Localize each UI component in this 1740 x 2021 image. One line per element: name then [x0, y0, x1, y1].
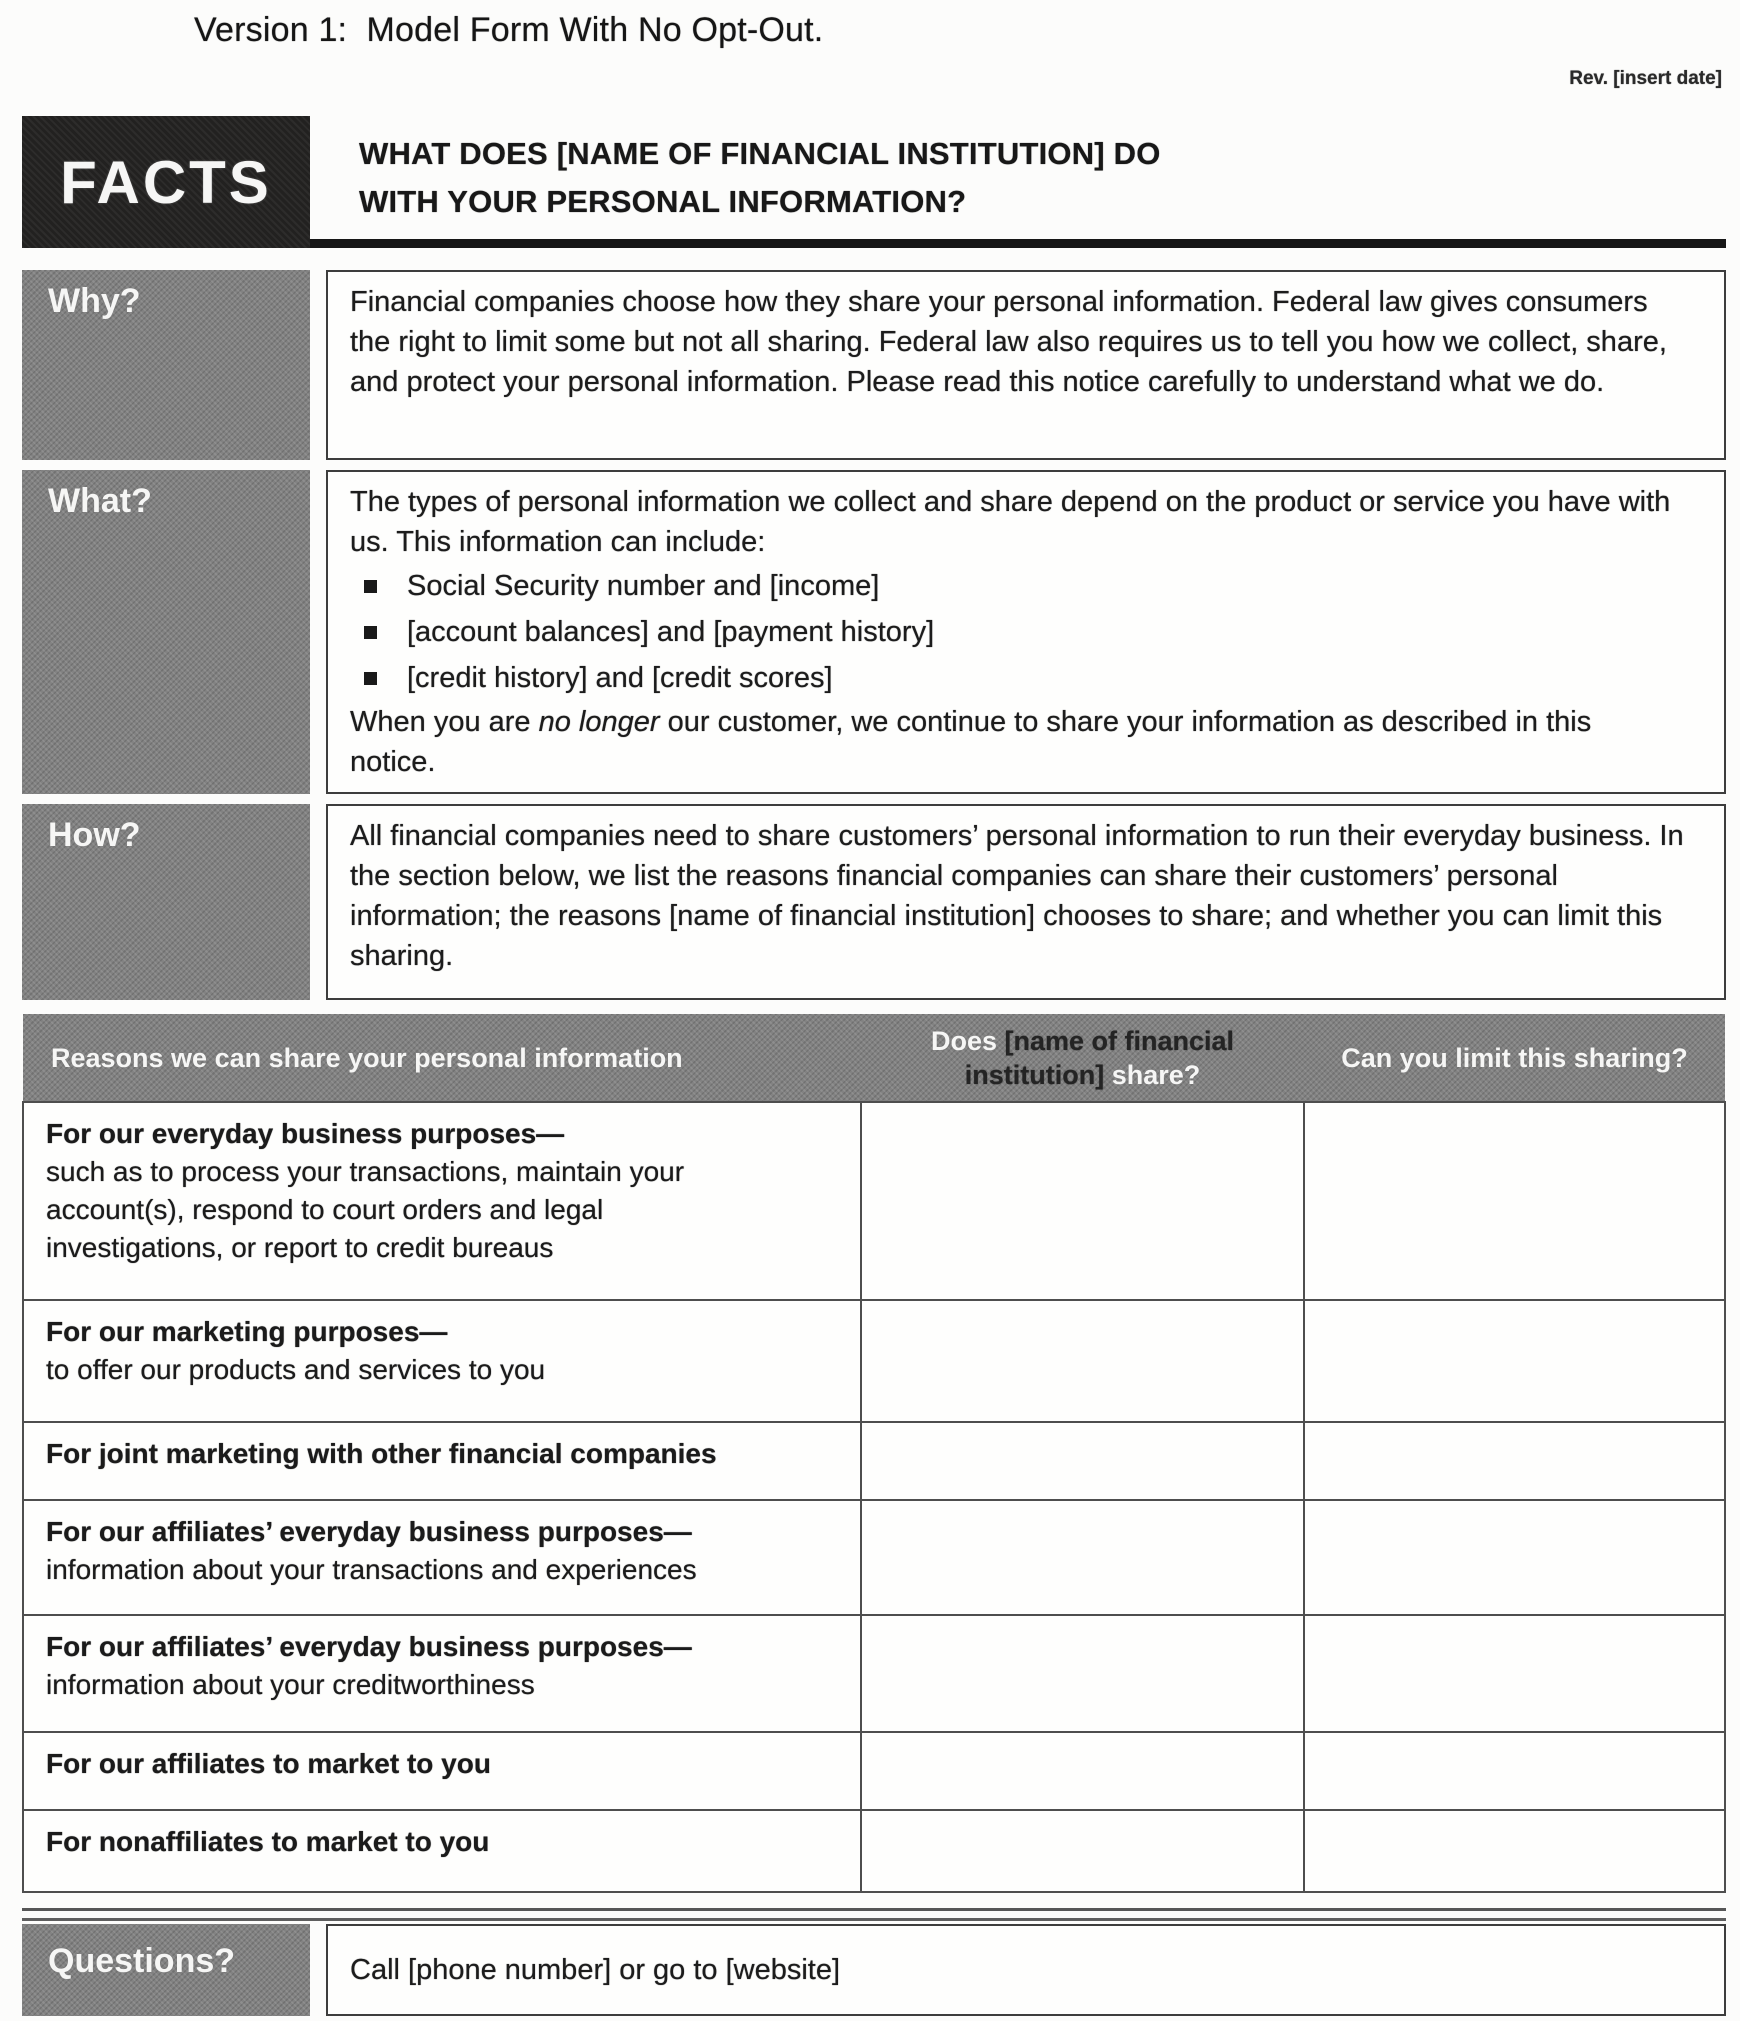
does-suffix: share? [1104, 1059, 1201, 1090]
share-cell [861, 1300, 1304, 1422]
what-intro: The types of personal information we collect and share depend on the product or service you have with us. This information can include: [350, 486, 1671, 558]
limit-sharing-column-header: Can you limit this sharing? [1341, 1042, 1688, 1073]
revision-row [22, 68, 1726, 90]
how-label: How? [22, 804, 310, 1000]
table-row [23, 1102, 1725, 1300]
reason-cell [23, 1810, 861, 1892]
questions-text: Call [phone number] or go to [website] [350, 1954, 841, 1986]
reasons-column-header: Reasons we can share your personal information [51, 1042, 683, 1073]
form-title-line1: WHAT DOES [NAME OF FINANCIAL INSTITUTION] DO [359, 136, 1161, 171]
reason-description: information about your creditworthiness [46, 1669, 535, 1700]
facts-logo-box [22, 116, 310, 248]
table-row [23, 1500, 1725, 1615]
reason-description: to offer our products and services to you [46, 1354, 546, 1385]
section-divider [22, 1908, 1726, 1921]
reason-title: For our everyday business purposes— [46, 1118, 565, 1149]
reason-cell [23, 1300, 861, 1422]
table-row [23, 1422, 1725, 1500]
list-item [350, 564, 1684, 608]
reason-title: For our affiliates’ everyday business purposes— [46, 1516, 692, 1547]
what-outro [350, 702, 1684, 782]
why-label: Why? [22, 270, 310, 460]
reason-title: For nonaffiliates to market to you [46, 1826, 490, 1857]
share-cell [861, 1732, 1304, 1810]
questions-content [326, 1924, 1726, 2016]
what-outro-italic: no longer [538, 706, 660, 738]
share-cell [861, 1615, 1304, 1732]
table-row [23, 1300, 1725, 1422]
share-cell [861, 1810, 1304, 1892]
bullet-text: Social Security number and [income] [407, 570, 880, 602]
limit-cell [1304, 1732, 1725, 1810]
sharing-reasons-table [22, 1014, 1726, 1893]
bullet-text: [account balances] and [payment history] [407, 616, 935, 648]
bullet-square-icon [364, 626, 377, 639]
what-outro-post: our customer, we continue to share your information as described in this notice. [350, 706, 1592, 778]
table-header-row [23, 1014, 1725, 1102]
reason-cell [23, 1615, 861, 1732]
does-bracket-line1: [name of financial [1004, 1025, 1235, 1056]
limit-cell [1304, 1422, 1725, 1500]
bullet-square-icon [364, 672, 377, 685]
reason-title: For joint marketing with other financial companies [46, 1438, 717, 1469]
limit-cell [1304, 1810, 1725, 1892]
table-row [23, 1615, 1725, 1732]
table-row [23, 1732, 1725, 1810]
limit-cell [1304, 1300, 1725, 1422]
reason-title: For our affiliates to market to you [46, 1748, 491, 1779]
facts-logo: FACTS [60, 148, 272, 216]
table-row [23, 1810, 1725, 1892]
what-outro-pre: When you are [350, 706, 539, 738]
list-item [350, 656, 1684, 700]
limit-cell [1304, 1102, 1725, 1300]
reason-cell [23, 1422, 861, 1500]
does-bracket-line2: institution] [964, 1059, 1105, 1090]
reason-cell [23, 1732, 861, 1810]
share-cell [861, 1102, 1304, 1300]
how-content [326, 804, 1726, 1000]
questions-label: Questions? [22, 1924, 310, 2016]
why-text: Financial companies choose how they share your personal information. Federal law gives consumers the right to limit some but not all sharing. Federal law also requires us to tell you how we collect, share, and protect your personal information. Please read this notice carefully to understand what we do. [350, 286, 1667, 398]
how-section [22, 804, 1726, 1000]
revision-note: Rev. [insert date] [1569, 68, 1722, 89]
how-text: All financial companies need to share customers’ personal information to run their everyday business. In the section below, we list the reasons financial companies can share their customers’ personal information; the reasons [name of financial institution] chooses to share; and whether you can limit this sharing. [350, 820, 1684, 972]
why-section [22, 270, 1726, 460]
form-title-line2: WITH YOUR PERSONAL INFORMATION? [359, 184, 967, 219]
bullet-text: [credit history] and [credit scores] [407, 662, 833, 694]
does-prefix: Does [930, 1025, 1005, 1056]
limit-cell [1304, 1615, 1725, 1732]
reason-description: such as to process your transactions, maintain your account(s), respond to court orders and legal investigations, or report to credit bureaus [46, 1156, 685, 1263]
what-content [326, 470, 1726, 794]
form-title [357, 116, 1726, 226]
bullet-square-icon [364, 580, 377, 593]
reason-description: information about your transactions and experiences [46, 1554, 697, 1585]
reason-title: For our marketing purposes— [46, 1316, 448, 1347]
reason-cell [23, 1500, 861, 1615]
share-cell [861, 1500, 1304, 1615]
does-share-column-header [861, 1014, 1304, 1102]
list-item [350, 610, 1684, 654]
what-section [22, 470, 1726, 794]
reason-title: For our affiliates’ everyday business purposes— [46, 1631, 692, 1662]
limit-cell [1304, 1500, 1725, 1615]
version-title: Version 1: Model Form With No Opt-Out. [194, 11, 824, 49]
why-content [326, 270, 1726, 460]
questions-section [22, 1924, 1726, 2016]
share-cell [861, 1422, 1304, 1500]
what-label: What? [22, 470, 310, 794]
facts-header [22, 116, 1726, 248]
reason-cell [23, 1102, 861, 1300]
